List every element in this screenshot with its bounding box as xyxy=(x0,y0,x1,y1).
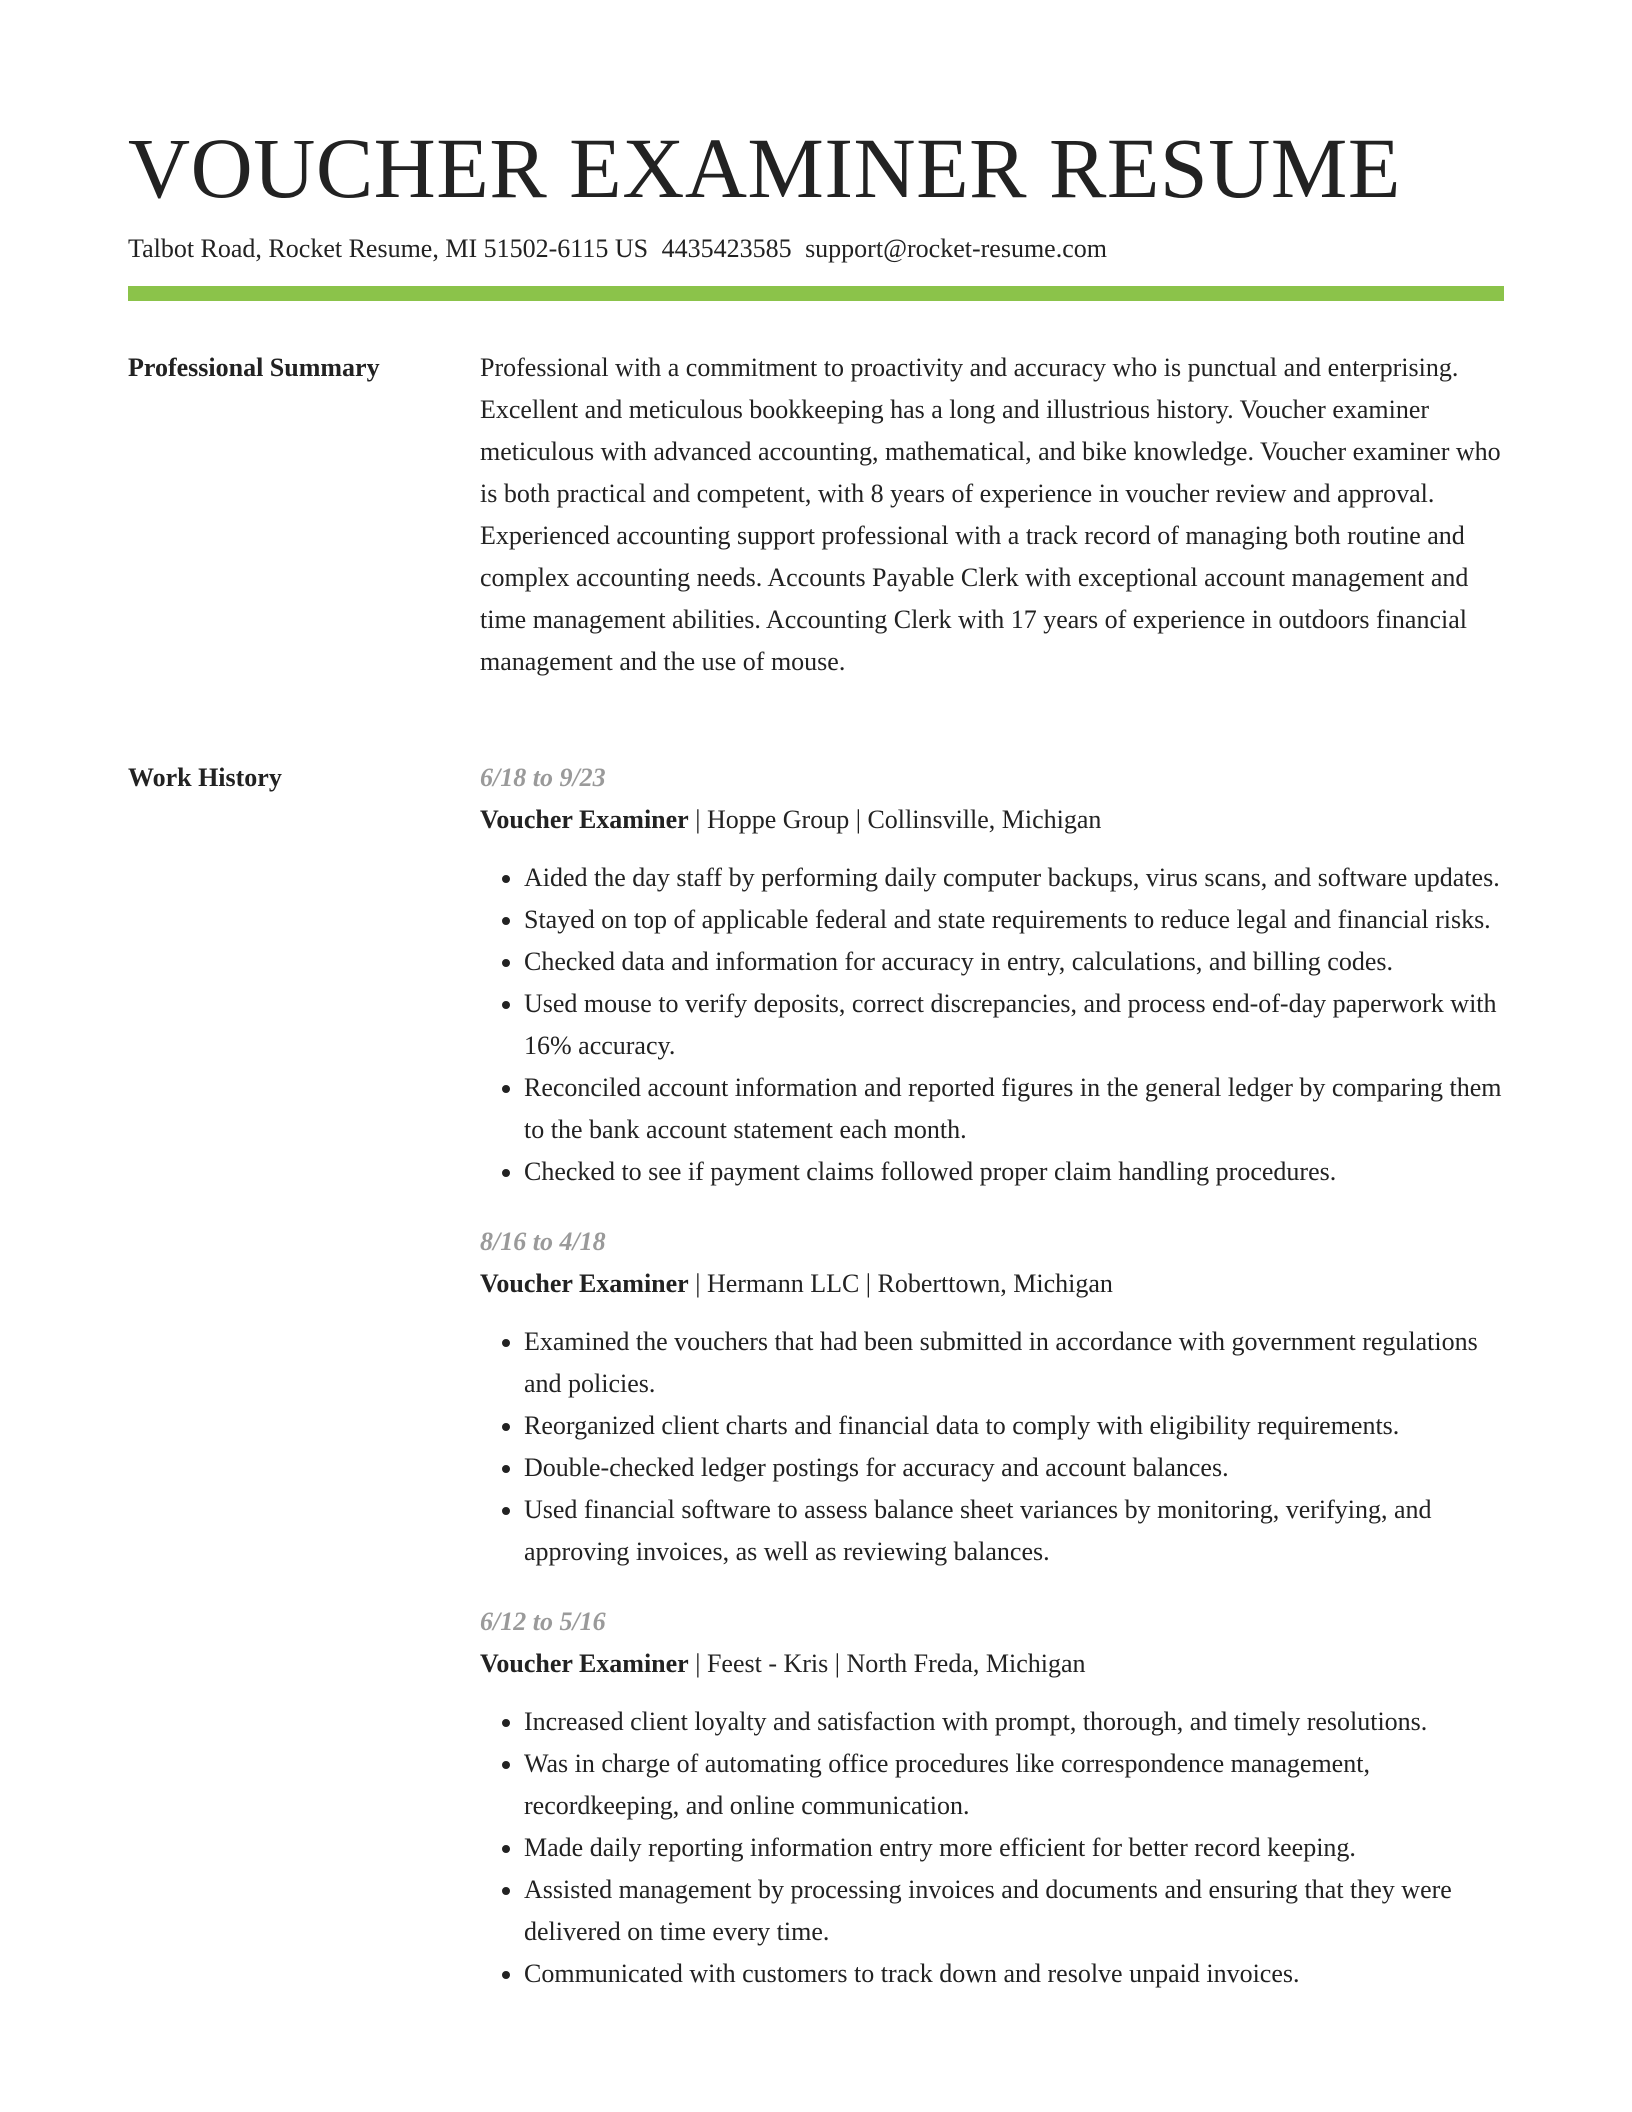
job-separator: | xyxy=(695,1649,701,1678)
job-bullet: • Examined the vouchers that had been submitted in accordance with government regulations and policies. xyxy=(524,1321,1504,1405)
job-bullet: • Was in charge of automating office procedures like correspondence management, recordkeeping, and online communication. xyxy=(524,1743,1504,1827)
job-separator: | xyxy=(695,1269,701,1298)
job-header xyxy=(480,799,1504,841)
contact-address: Talbot Road, Rocket Resume, MI 51502-6115 US xyxy=(128,234,649,263)
job-bullet: • Reconciled account information and reported figures in the general ledger by comparing them to the bank account statement each month. xyxy=(524,1067,1504,1151)
job-title: Voucher Examiner xyxy=(480,805,689,834)
job-separator: | xyxy=(855,805,861,834)
summary-text: Professional with a commitment to proactivity and accuracy who is punctual and enterprising. Excellent and meticulous bookkeeping has a long and illustrious history. Voucher examiner meticulous with advanced accounting, mathematical, and bike knowledge. Voucher examiner who is both practical and competent, with 8 years of experience in voucher review and approval. Experienced accounting support professional with a track record of managing both routine and complex accounting needs. Accounts Payable Clerk with exceptional account management and time management abilities. Accounting Clerk with 17 years of experience in outdoors financial management and the use of mouse. xyxy=(480,353,1501,676)
work-history-section xyxy=(480,757,1504,2023)
job-location: North Freda, Michigan xyxy=(846,1649,1086,1678)
job-header xyxy=(480,1263,1504,1305)
job-bullet: • Increased client loyalty and satisfaction with prompt, thorough, and timely resolutions. xyxy=(524,1701,1504,1743)
job-entry xyxy=(480,1221,1504,1573)
job-bullet-list xyxy=(480,857,1504,1193)
job-location: Collinsville, Michigan xyxy=(867,805,1102,834)
contact-phone: 4435423585 xyxy=(661,234,792,263)
job-bullet-list xyxy=(480,1321,1504,1573)
summary-heading: Professional Summary xyxy=(128,353,380,382)
job-company: Hermann LLC xyxy=(706,1269,860,1298)
job-dates: 8/16 to 4/18 xyxy=(480,1227,606,1256)
job-bullet: • Communicated with customers to track down and resolve unpaid invoices. xyxy=(524,1953,1504,1995)
job-bullet: • Aided the day staff by performing daily computer backups, virus scans, and software updates. xyxy=(524,857,1504,899)
job-bullet-list xyxy=(480,1701,1504,1995)
resume-title: VOUCHER EXAMINER RESUME xyxy=(128,120,1401,216)
job-title: Voucher Examiner xyxy=(480,1649,689,1678)
job-header xyxy=(480,1643,1504,1685)
job-separator: | xyxy=(834,1649,840,1678)
job-dates: 6/12 to 5/16 xyxy=(480,1607,606,1636)
job-bullet: • Double-checked ledger postings for accuracy and account balances. xyxy=(524,1447,1504,1489)
job-company: Hoppe Group xyxy=(706,805,850,834)
job-separator: | xyxy=(695,805,701,834)
contact-email: support@rocket-resume.com xyxy=(805,234,1107,263)
job-bullet: • Checked to see if payment claims followed proper claim handling procedures. xyxy=(524,1151,1504,1193)
job-entry xyxy=(480,757,1504,1193)
job-bullet: • Used mouse to verify deposits, correct discrepancies, and process end-of-day paperwork with 16% accuracy. xyxy=(524,983,1504,1067)
job-title: Voucher Examiner xyxy=(480,1269,689,1298)
job-location: Roberttown, Michigan xyxy=(877,1269,1113,1298)
header-divider xyxy=(128,286,1504,301)
summary-section xyxy=(480,347,1504,683)
job-bullet: • Reorganized client charts and financial data to comply with eligibility requirements. xyxy=(524,1405,1504,1447)
job-company: Feest - Kris xyxy=(706,1649,829,1678)
job-bullet: • Made daily reporting information entry more efficient for better record keeping. xyxy=(524,1827,1504,1869)
job-dates: 6/18 to 9/23 xyxy=(480,763,606,792)
job-bullet: • Checked data and information for accuracy in entry, calculations, and billing codes. xyxy=(524,941,1504,983)
contact-line xyxy=(128,230,1107,268)
job-bullet: • Stayed on top of applicable federal and state requirements to reduce legal and financial risks. xyxy=(524,899,1504,941)
job-bullet: • Assisted management by processing invoices and documents and ensuring that they were delivered on time every time. xyxy=(524,1869,1504,1953)
job-separator: | xyxy=(865,1269,872,1298)
work-history-heading: Work History xyxy=(128,763,282,792)
job-entry xyxy=(480,1601,1504,1995)
job-bullet: • Used financial software to assess balance sheet variances by monitoring, verifying, and approving invoices, as well as reviewing balances. xyxy=(524,1489,1504,1573)
